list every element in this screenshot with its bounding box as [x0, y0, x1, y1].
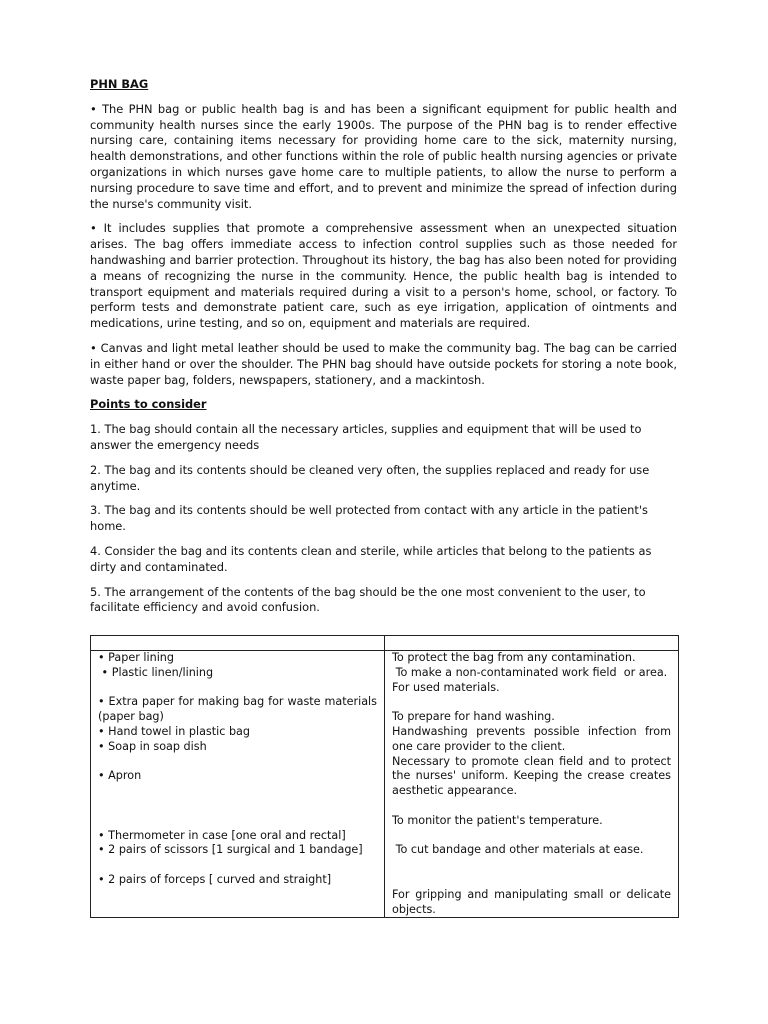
purpose-gripping: For gripping and manipulating small or delicate objects.	[392, 887, 671, 916]
item-forceps: • 2 pairs of forceps [ curved and straight]	[98, 872, 332, 886]
item-soap: • Soap in soap dish	[98, 739, 207, 753]
paragraph-materials: • Canvas and light metal leather should be used to make the community bag. The bag can be carried in either hand or over the shoulder. The PHN bag should have outside pockets for storing a note book, waste paper bag, folders, newspapers, stationery, and a mackintosh.	[90, 340, 677, 387]
purpose-handwashing-prevents: Handwashing prevents possible infection from one care provider to the client.	[392, 724, 671, 753]
bag-contents-table	[90, 635, 679, 918]
item-apron: • Apron	[98, 769, 142, 783]
purpose-protect-bag: To protect the bag from any contamination.	[392, 651, 636, 664]
paragraph-supplies: • It includes supplies that promote a comprehensive assessment when an unexpected situation arises. The bag offers immediate access to infection control supplies such as those needed for handwashing and barrier protection. Throughout its history, the bag has also been noted for providing a means of recognizing the nurse in the community. Hence, the public health bag is intended to transport equipment and materials required during a visit to a person's home, school, or factory. To perform tests and demonstrate patient care, such as eye irrigation, application of ointments and medications, urine testing, and so on, equipment and materials are required.	[90, 221, 677, 331]
point-item: 4. Consider the bag and its contents clean and sterile, while articles that belong to the patients as dirty and contaminated.	[90, 543, 652, 574]
point-item: 3. The bag and its contents should be well protected from contact with any article in the patient's home.	[90, 503, 648, 534]
item-scissors: • 2 pairs of scissors [1 surgical and 1 bandage]	[98, 843, 363, 857]
item-thermometer: • Thermometer in case [one oral and rectal]	[98, 828, 346, 842]
point-item: 2. The bag and its contents should be cleaned very often, the supplies replaced and ready for use anytime.	[90, 462, 650, 493]
purposes-cell	[385, 651, 679, 918]
item-extra-paper: • Extra paper for making bag for waste materials (paper bag)	[98, 695, 377, 724]
item-paper-lining: • Paper lining	[98, 651, 175, 664]
table-header-row	[91, 636, 679, 651]
item-hand-towel: • Hand towel in plastic bag	[98, 724, 251, 738]
item-plastic-linen: • Plastic linen/lining	[98, 665, 214, 679]
point-item: 1. The bag should contain all the necessary articles, supplies and equipment that will be used to answer the emergency needs	[90, 422, 642, 452]
point-item: 5. The arrangement of the contents of the bag should be the one most convenient to the user, to facilitate efficiency and avoid confusion.	[90, 584, 646, 615]
purpose-temperature: To monitor the patient's temperature.	[392, 813, 603, 827]
purpose-work-field: To make a non-contaminated work field or area.	[392, 665, 668, 679]
purpose-hand-washing: To prepare for hand washing.	[392, 710, 555, 724]
items-cell	[91, 651, 385, 918]
purpose-apron: Necessary to promote clean field and to protect the nurses' uniform. Keeping the crease creates aesthetic appearance.	[392, 754, 671, 798]
header-cell-item	[91, 636, 385, 651]
document-body	[90, 77, 677, 625]
page-title: PHN BAG	[90, 77, 149, 91]
header-cell-purpose	[385, 636, 679, 651]
paragraph-purpose: • The PHN bag or public health bag is and has been a significant equipment for public health and community health nurses since the early 1900s. The purpose of the PHN bag is to render effective nursing care, containing items necessary for providing home care to the sick, maternity nursing, health demonstrations, and other functions within the role of public health nursing agencies or private organizations in which nurses gave home care to multiple patients, to allow the nurse to perform a nursing procedure to save time and effort, and to prevent and minimize the spread of infection during the nurse's community visit.	[90, 101, 677, 211]
purpose-used-materials: For used materials.	[392, 680, 500, 694]
table-row	[91, 651, 679, 918]
purpose-bandage: To cut bandage and other materials at ease.	[392, 843, 644, 857]
points-heading: Points to consider	[90, 397, 207, 412]
